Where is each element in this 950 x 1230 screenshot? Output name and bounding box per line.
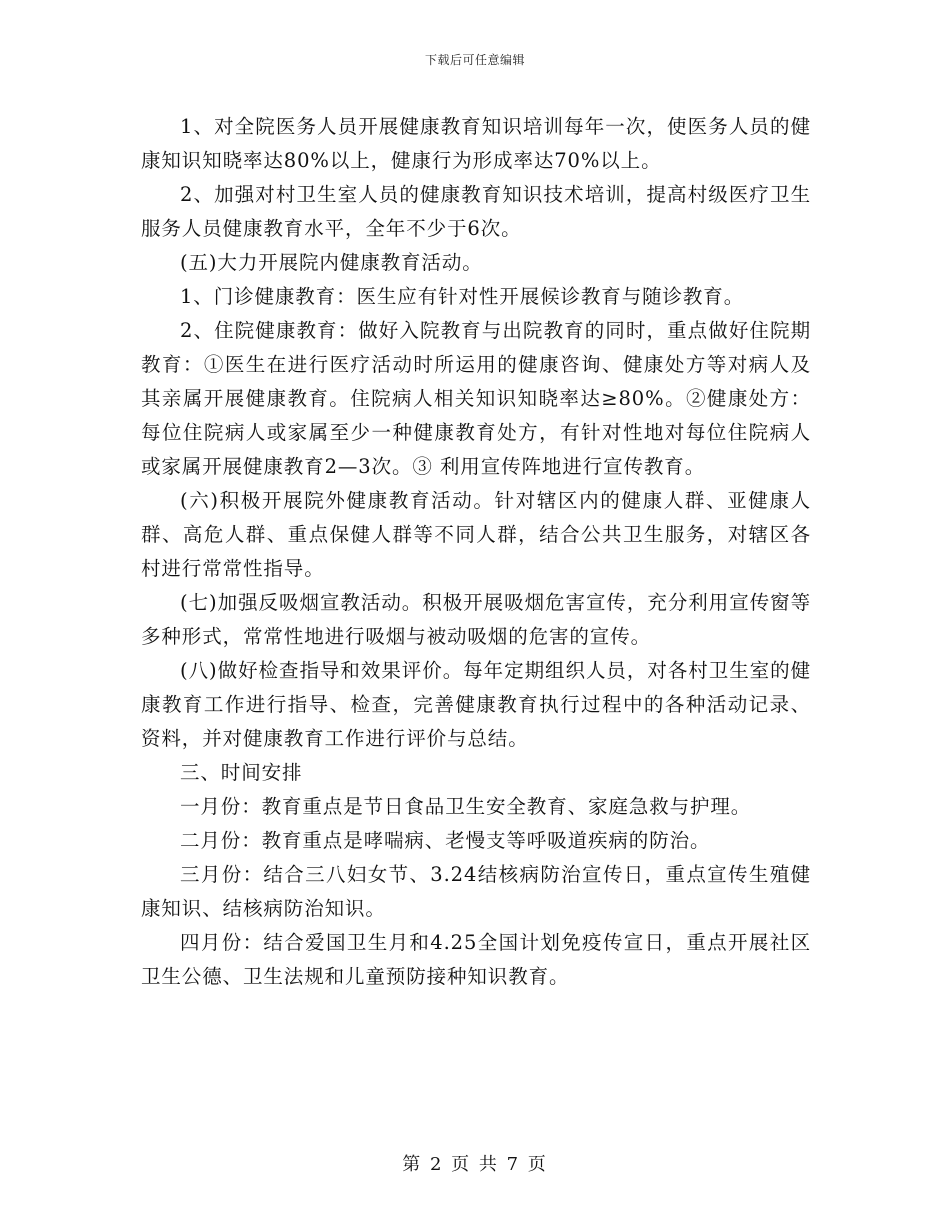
paragraph-march: 三月份：结合三八妇女节、3.24结核病防治宣传日，重点宣传生殖健康知识、结核病防治知识。: [141, 863, 811, 920]
paragraph-february: 二月份：教育重点是哮喘病、老慢支等呼吸道疾病的防治。: [180, 829, 711, 852]
paragraph-outpatient: 1、门诊健康教育：医生应有针对性开展候诊教育与随诊教育。: [180, 285, 745, 308]
document-body: [141, 110, 811, 994]
paragraph-training-village: 2、加强对村卫生室人员的健康教育知识技术培训，提高村级医疗卫生服务人员健康教育水平，全年不少于6次。: [141, 183, 811, 240]
paragraph-section-five: (五)大力开展院内健康教育活动。: [180, 251, 483, 274]
paragraph-section-eight: (八)做好检查指导和效果评价。每年定期组织人员，对各村卫生室的健康教育工作进行指导、检查，完善健康教育执行过程中的各种活动记录、资料，并对健康教育工作进行评价与总结。: [141, 659, 811, 750]
paragraph-schedule-heading: 三、时间安排: [180, 761, 303, 784]
page-header-note: 下载后可任意编辑: [424, 53, 525, 67]
paragraph-april: 四月份：结合爱国卫生月和4.25全国计划免疫传宣日，重点开展社区卫生公德、卫生法规和儿童预防接种知识教育。: [141, 931, 811, 988]
paragraph-section-six: (六)积极开展院外健康教育活动。针对辖区内的健康人群、亚健康人群、高危人群、重点保健人群等不同人群，结合公共卫生服务，对辖区各村进行常常性指导。: [141, 489, 811, 580]
page-number: 第 2 页 共 7 页: [402, 1154, 548, 1175]
paragraph-inpatient: 2、住院健康教育：做好入院教育与出院教育的同时，重点做好住院期教育：①医生在进行医疗活动时所运用的健康咨询、健康处方等对病人及其亲属开展健康教育。住院病人相关知识知晓率达≥80%。②健康处方：每位住院病人或家属至少一种健康教育处方，有针对性地对每位住院病人或家属开展健康教育2—3次。③ 利用宣传阵地进行宣传教育。: [141, 319, 811, 478]
paragraph-january: 一月份：教育重点是节日食品卫生安全教育、家庭急救与护理。: [180, 795, 752, 818]
paragraph-section-seven: (七)加强反吸烟宣教活动。积极开展吸烟危害宣传，充分利用宣传窗等多种形式，常常性地进行吸烟与被动吸烟的危害的宣传。: [141, 591, 811, 648]
paragraph-training-staff: 1、对全院医务人员开展健康教育知识培训每年一次，使医务人员的健康知识知晓率达80%以上，健康行为形成率达70%以上。: [141, 115, 811, 172]
